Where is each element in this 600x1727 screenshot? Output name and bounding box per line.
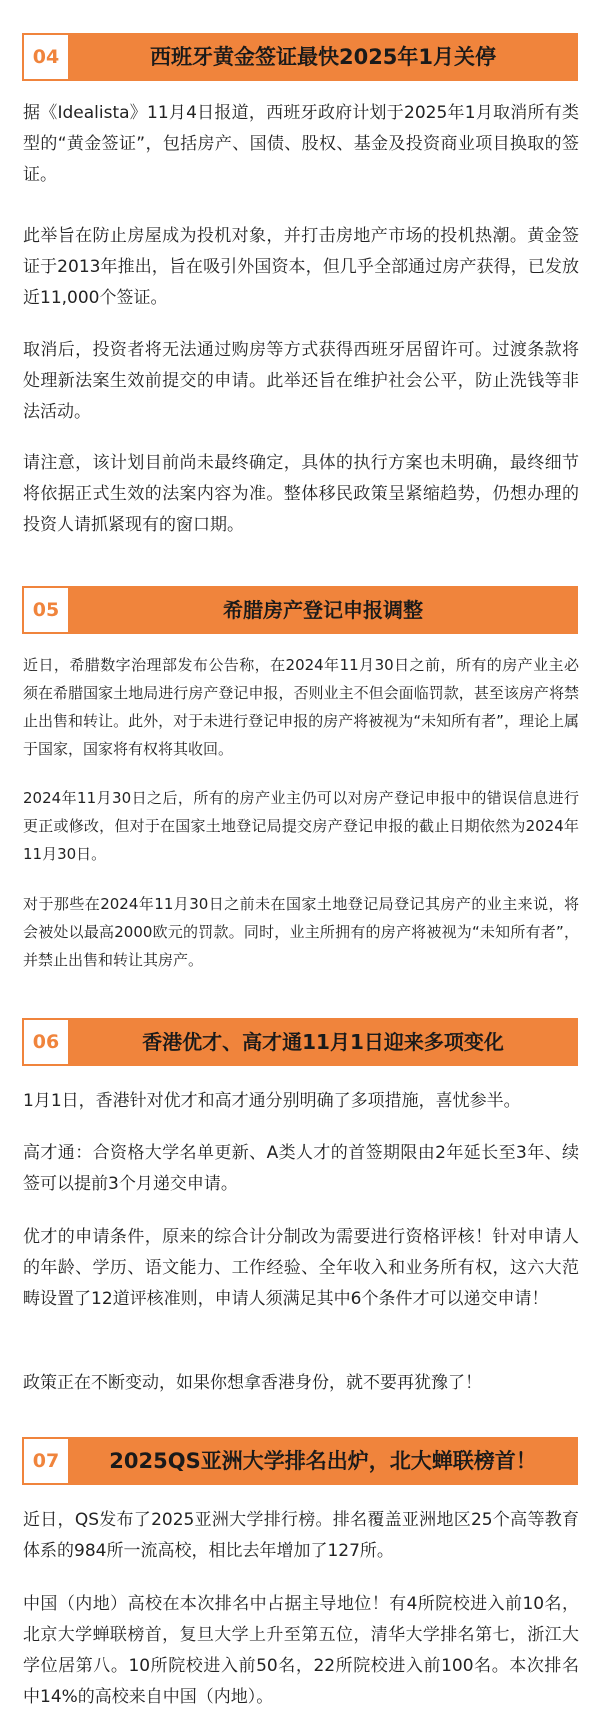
paragraph: 高才通：合资格大学名单更新、A类人才的首签期限由2年延长至3年、续签可以提前3个月递交申请。	[23, 1143, 579, 1194]
section-title: 2025QS亚洲大学排名出炉，北大蝉联榜首！	[109, 1449, 537, 1473]
section-header	[22, 1018, 578, 1066]
section-title: 西班牙黄金签证最快2025年1月关停	[149, 45, 497, 69]
section-number: 04	[22, 33, 70, 81]
paragraph: 优才的申请条件，原来的综合计分制改为需要进行资格评核！针对申请人的年龄、学历、语文能力、工作经验、全年收入和业务所有权，这六大范畴设置了12道评核准则，申请人须满足其中6个条件才可以递交申请！	[23, 1227, 579, 1309]
paragraph: 近日，QS发布了2025亚洲大学排行榜。排名覆盖亚洲地区25个高等教育体系的984所一流高校，相比去年增加了127所。	[23, 1510, 579, 1561]
paragraph: 政策正在不断变动，如果你想拿香港身份，就不要再犹豫了！	[23, 1373, 482, 1393]
section-header	[22, 586, 578, 634]
paragraph: 2024年11月30日之后，所有的房产业主仍可以对房产登记申报中的错误信息进行更正或修改，但对于在国家土地登记局提交房产登记申报的截止日期依然为2024年11月30日。	[23, 789, 579, 863]
section-number: 06	[22, 1018, 70, 1066]
paragraph: 据《Idealista》11月4日报道，西班牙政府计划于2025年1月取消所有类型的“黄金签证”，包括房产、国债、股权、基金及投资商业项目换取的签证。	[23, 103, 579, 185]
section-number: 05	[22, 586, 70, 634]
paragraph: 此举旨在防止房屋成为投机对象，并打击房地产市场的投机热潮。黄金签证于2013年推出，旨在吸引外国资本，但几乎全部通过房产获得，已发放近11,000个签证。	[23, 226, 579, 308]
paragraph: 取消后，投资者将无法通过购房等方式获得西班牙居留许可。过渡条款将处理新法案生效前提交的申请。此举还旨在维护社会公平，防止洗钱等非法活动。	[23, 340, 579, 422]
paragraph: 请注意，该计划目前尚未最终确定，具体的执行方案也未明确，最终细节将依据正式生效的法案内容为准。整体移民政策呈紧缩趋势，仍想办理的投资人请抓紧现有的窗口期。	[23, 453, 579, 535]
paragraph: 近日，希腊数字治理部发布公告称，在2024年11月30日之前，所有的房产业主必须在希腊国家土地局进行房产登记申报，否则业主不但会面临罚款，甚至该房产将禁止出售和转让。此外，对于未进行登记申报的房产将被视为“未知所有者”，理论上属于国家，国家将有权将其收回。	[23, 656, 579, 758]
section-title: 香港优才、高才通11月1日迎来多项变化	[142, 1030, 504, 1054]
section-header	[22, 1437, 578, 1485]
paragraph: 对于那些在2024年11月30日之前未在国家土地登记局登记其房产的业主来说，将会被处以最高2000欧元的罚款。同时，业主所拥有的房产将被视为“未知所有者”，并禁止出售和转让其房产。	[23, 895, 579, 969]
section-title: 希腊房产登记申报调整	[223, 598, 423, 622]
paragraph: 1月1日，香港针对优才和高才通分别明确了多项措施，喜忧参半。	[23, 1091, 521, 1111]
paragraph: 中国（内地）高校在本次排名中占据主导地位！有4所院校进入前10名，北京大学蝉联榜首，复旦大学上升至第五位，清华大学排名第七，浙江大学位居第八。10所院校进入前50名，22所院校进入前100名。本次排名中14%的高校来自中国（内地）。	[23, 1594, 579, 1707]
section-header	[22, 33, 578, 81]
section-number: 07	[22, 1437, 70, 1485]
